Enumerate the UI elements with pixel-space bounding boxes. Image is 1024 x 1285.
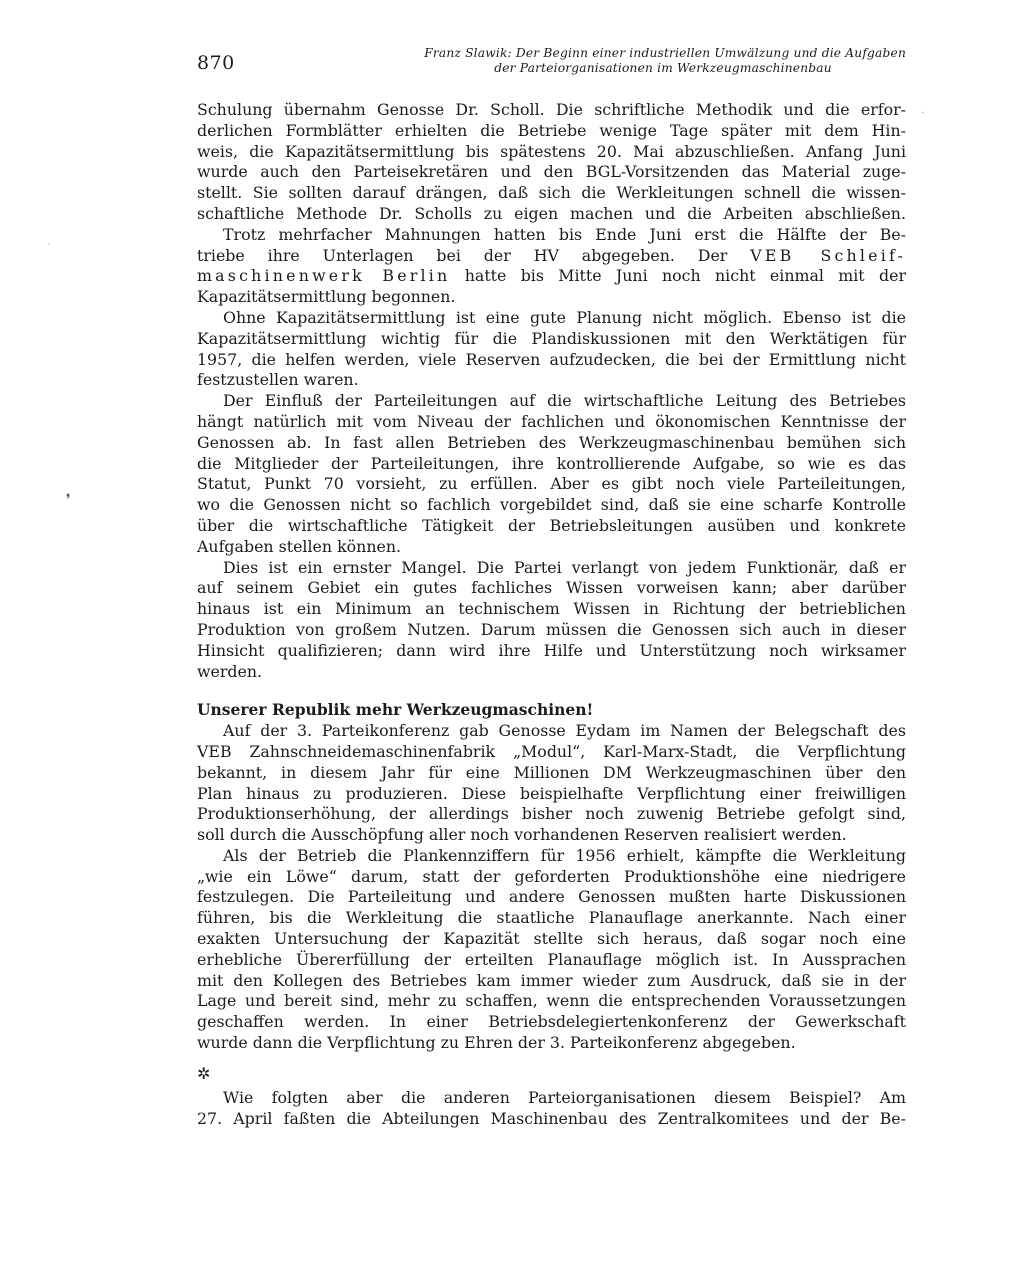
scan-speck: ˛: [46, 232, 52, 246]
paragraph-line: erhebliche Übererfüllung der erteilten Planauflage möglich ist. In Aussprachen: [197, 949, 906, 969]
body-text: [197, 100, 906, 1129]
paragraph-line: [197, 246, 906, 267]
paragraph-line: hinaus ist ein Minimum an technischem Wissen in Richtung der betrieblichen: [197, 599, 906, 619]
section-heading: Unserer Republik mehr Werkzeugmaschinen!: [197, 700, 594, 720]
running-head-line-2: der Parteiorganisationen im Werkzeugmaschinenbau: [494, 61, 832, 75]
paragraph-line: über die wirtschaftliche Tätigkeit der Betriebsleitungen ausüben und konkrete: [197, 515, 906, 535]
paragraph-line: festzustellen waren.: [197, 370, 359, 390]
paragraph-line: Ohne Kapazitätsermittlung ist eine gute Planung nicht möglich. Ebenso ist die: [223, 307, 906, 327]
scan-speck: ❜: [66, 492, 71, 508]
company-name-spaced: VEB Schleif-: [750, 245, 907, 265]
paragraph-line: mit den Kollegen des Betriebes kam immer wieder zum Ausdruck, daß sie in der: [197, 970, 906, 990]
paragraph-line: schaftliche Methode Dr. Scholls zu eigen machen und die Arbeiten abschließen.: [197, 203, 906, 223]
paragraph-line: Produktionserhöhung, der allerdings bisher noch zuwenig Betriebe gefolgt sind,: [197, 804, 906, 824]
section-divider-star: ✲: [197, 1063, 211, 1083]
paragraph-line: VEB Zahnschneidemaschinenfabrik „Modul“, Karl-Marx-Stadt, die Verpflichtung: [197, 741, 906, 761]
paragraph-line: wurde dann die Verpflichtung zu Ehren der 3. Parteikonferenz abgegeben.: [197, 1033, 796, 1053]
paragraph-line: Aufgaben stellen können.: [197, 536, 402, 556]
section-spacer: [197, 682, 906, 700]
paragraph-line: Schulung übernahm Genosse Dr. Scholl. Die schriftliche Methodik und die erfor-: [197, 100, 906, 119]
paragraph-line: auf seinem Gebiet ein gutes fachliches Wissen vorweisen kann; aber darüber: [197, 578, 906, 598]
paragraph-line: Trotz mehrfacher Mahnungen hatten bis Ende Juni erst die Hälfte der Be-: [223, 224, 906, 244]
paragraph-line: Plan hinaus zu produzieren. Diese beispielhafte Verpflichtung einer freiwilligen: [197, 783, 906, 803]
paragraph-line: Wie folgten aber die anderen Parteiorganisationen diesem Beispiel? Am: [223, 1087, 906, 1107]
paragraph-line: wurde auch den Parteisekretären und den BGL-Vorsitzenden das Material zuge-: [197, 162, 906, 182]
paragraph-line: Produktion von großem Nutzen. Darum müssen die Genossen sich auch in dieser: [197, 619, 906, 639]
paragraph-line: festzulegen. Die Parteileitung und andere Genossen mußten harte Diskussionen: [197, 887, 906, 907]
scan-speck: ·: [921, 108, 925, 119]
paragraph-line: soll durch die Ausschöpfung aller noch vorhandenen Reserven realisiert werden.: [197, 825, 847, 845]
paragraph-line: Genossen ab. In fast allen Betrieben des Werkzeugmaschinenbau bemühen sich: [197, 432, 906, 452]
paragraph-line: wo die Genossen nicht so fachlich vorgebildet sind, daß sie eine scharfe Kontrolle: [197, 495, 906, 515]
running-head-line-1: Franz Slawik: Der Beginn einer industriellen Umwälzung und die Aufgaben: [424, 46, 906, 60]
paragraph-line: Kapazitätsermittlung wichtig für die Plandiskussionen mit den Werktätigen für: [197, 328, 906, 348]
paragraph-line: Auf der 3. Parteikonferenz gab Genosse Eydam im Namen der Belegschaft des: [223, 721, 906, 741]
paragraph-line: Dies ist ein ernster Mangel. Die Partei verlangt von jedem Funktionär, daß er: [223, 557, 906, 577]
paragraph-line: Kapazitätsermittlung begonnen.: [197, 287, 456, 307]
running-head: [380, 46, 906, 76]
paragraph-line: die Mitglieder der Parteileitungen, ihre kontrollierende Aufgabe, so wie es das: [197, 453, 906, 473]
paragraph-line: 27. April faßten die Abteilungen Maschinenbau des Zentralkomitees und der Be-: [197, 1108, 906, 1128]
text-run: hatte bis Mitte Juni noch nicht einmal mit der: [450, 266, 906, 286]
paragraph-line: stellt. Sie sollten darauf drängen, daß sich die Werkleitungen schnell die wissen-: [197, 183, 906, 203]
company-name-spaced: maschinenwerk Berlin: [197, 266, 451, 286]
text-run: triebe ihre Unterlagen bei der HV abgegeben. Der: [197, 245, 751, 265]
paragraph-line: führen, bis die Werkleitung die staatliche Planauflage anerkannte. Nach einer: [197, 908, 906, 928]
paragraph-line: geschaffen werden. In einer Betriebsdelegiertenkonferenz der Gewerkschaft: [197, 1012, 906, 1032]
paragraph-line: Statut, Punkt 70 vorsieht, zu erfüllen. Aber es gibt noch viele Parteileitungen,: [197, 474, 906, 494]
paragraph-line: bekannt, in diesem Jahr für eine Millionen DM Werkzeugmaschinen über den: [197, 762, 906, 782]
paragraph-line: werden.: [197, 661, 263, 681]
paragraph-line: [197, 266, 906, 287]
paragraph-line: derlichen Formblätter erhielten die Betriebe wenige Tage später mit dem Hin-: [197, 120, 906, 140]
page-number: 870: [197, 52, 235, 74]
paragraph-line: weis, die Kapazitätsermittlung bis spätestens 20. Mai abzuschließen. Anfang Juni: [197, 141, 906, 161]
paragraph-line: Lage und bereit sind, mehr zu schaffen, wenn die entsprechenden Voraussetzungen: [197, 991, 906, 1011]
paragraph-line: exakten Untersuchung der Kapazität stellte sich heraus, daß sogar noch eine: [197, 929, 906, 949]
paragraph-line: „wie ein Löwe“ darum, statt der geforderten Produktionshöhe eine niedrigere: [197, 866, 906, 886]
paragraph-line: hängt natürlich mit vom Niveau der fachlichen und ökonomischen Kenntnisse der: [197, 411, 906, 431]
paragraph-line: 1957, die helfen werden, viele Reserven aufzudecken, die bei der Ermittlung nicht: [197, 349, 906, 369]
paragraph-line: Hinsicht qualifizieren; dann wird ihre Hilfe und Unterstützung noch wirksamer: [197, 640, 906, 660]
paragraph-line: Der Einfluß der Parteileitungen auf die wirtschaftliche Leitung des Betriebes: [223, 391, 906, 411]
paragraph-line: Als der Betrieb die Plankennziffern für 1956 erhielt, kämpfte die Werkleitung: [223, 845, 906, 865]
